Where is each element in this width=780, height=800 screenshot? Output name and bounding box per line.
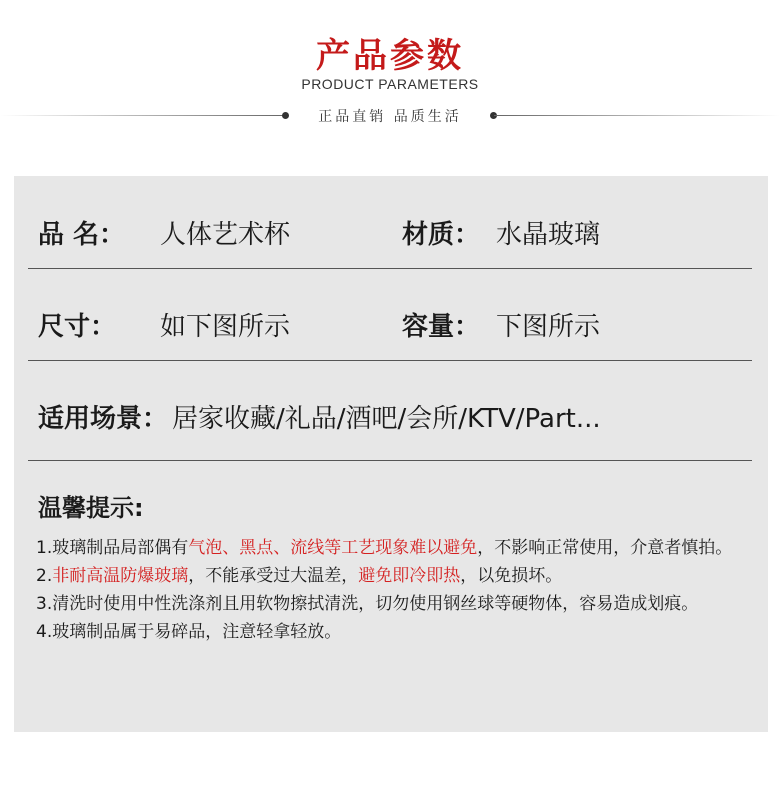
scene-value: 居家收藏/礼品/酒吧/会所/KTV/Part... — [172, 404, 601, 434]
capacity-label: 容量： — [402, 312, 481, 342]
size-label: 尺寸： — [38, 312, 117, 342]
divider — [28, 268, 752, 269]
tips-title: 温馨提示: — [38, 494, 144, 522]
tips-list — [36, 534, 748, 646]
parameters-panel — [14, 176, 768, 732]
tip-warning-text: 避免即冷即热 — [358, 566, 461, 586]
tip-text: ，以免损坏。 — [460, 566, 563, 586]
size-value: 如下图所示 — [160, 312, 291, 342]
tagline: 正品直销 品质生活 — [318, 109, 462, 125]
divider — [28, 360, 752, 361]
tip-warning-text: 非耐高温防爆玻璃 — [52, 566, 189, 586]
tip-text: ，不能承受过大温差， — [188, 566, 359, 586]
page-subtitle: PRODUCT PARAMETERS — [301, 76, 479, 92]
decorative-line-right — [494, 115, 780, 116]
scene-label: 适用场景： — [38, 404, 169, 434]
tagline-row — [0, 104, 780, 128]
tip-item-3: 3.清洗时使用中性洗涤剂且用软物擦拭清洗，切勿使用钢丝球等硬物体，容易造成划痕。 — [36, 594, 699, 614]
tip-item-1 — [36, 534, 748, 562]
page-title: 产品参数 — [316, 36, 464, 76]
tip-item-2 — [36, 562, 748, 590]
tip-text: 1.玻璃制品局部偶有 — [36, 538, 189, 558]
tip-warning-text: 气泡、黑点、流线等工艺现象难以避免 — [188, 538, 478, 558]
name-value: 人体艺术杯 — [160, 220, 291, 250]
tip-text: 2. — [36, 566, 53, 586]
divider — [28, 460, 752, 461]
tip-item-4: 4.玻璃制品属于易碎品，注意轻拿轻放。 — [36, 622, 342, 642]
material-value: 水晶玻璃 — [496, 220, 601, 250]
material-label: 材质： — [402, 220, 481, 250]
tip-text: ，不影响正常使用，介意者慎拍。 — [477, 538, 733, 558]
capacity-value: 下图所示 — [496, 312, 601, 342]
name-label: 品 名： — [38, 220, 126, 250]
